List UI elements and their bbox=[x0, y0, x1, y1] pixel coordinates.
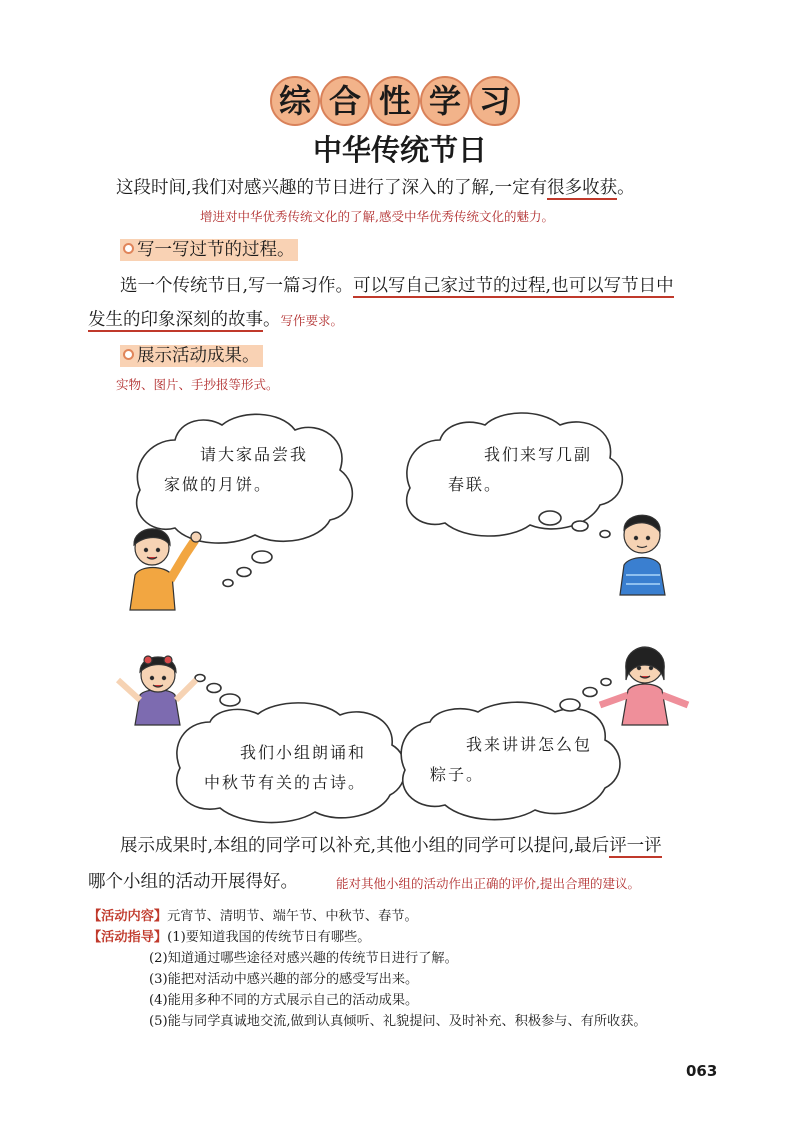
task-underlined: 可以写自己家过节的过程,也可以写节日中 bbox=[353, 276, 674, 296]
guide-item: (5)能与同学真诚地交流,做到认真倾听、礼貌提问、及时补充、积极参与、有所收获。 bbox=[149, 1014, 647, 1029]
bubble-text-couplets bbox=[448, 440, 593, 500]
section1-suffix: 。 bbox=[277, 240, 295, 260]
activity-content-tag: 【活动内容】 bbox=[88, 909, 168, 924]
activity-content-text: 元宵节、清明节、端午节、中秋节、春节。 bbox=[167, 909, 418, 924]
bubble-text-poems bbox=[204, 738, 367, 798]
section2-prefix: 展示 bbox=[137, 346, 172, 366]
boy-pointing-figure bbox=[130, 529, 201, 610]
girl-pink-dress-figure bbox=[600, 647, 688, 725]
section2-suffix: 。 bbox=[242, 346, 260, 366]
intro-text: 这段时间,我们对感兴趣的节日进行了深入的了解,一定有 bbox=[116, 178, 548, 198]
guide-item: (2)知道通过哪些途径对感兴趣的传统节日进行了解。 bbox=[149, 951, 458, 966]
closing-annotation: 能对其他小组的活动作出正确的评价,提出合理的建议。 bbox=[336, 876, 640, 891]
forms-annotation: 实物、图片、手抄报等形式。 bbox=[116, 377, 279, 392]
activity-guide bbox=[88, 906, 647, 1032]
bubble-line: 中秋节有关的古诗。 bbox=[204, 773, 367, 792]
bubble-text-mooncake bbox=[164, 440, 309, 500]
banner-char: 习 bbox=[470, 76, 520, 126]
intro-end: 。 bbox=[617, 178, 635, 198]
intro-annotation: 增进对中华优秀传统文化的了解,感受中华优秀传统文化的魅力。 bbox=[200, 209, 554, 224]
bubble-text-zongzi bbox=[430, 730, 593, 790]
closing-underlined: 评一评 bbox=[609, 836, 662, 856]
guide-item: (4)能用多种不同的方式展示自己的活动成果。 bbox=[149, 993, 419, 1008]
girl-waving-figure bbox=[118, 656, 196, 725]
bubble-line: 我们来写几副 bbox=[484, 445, 593, 464]
activity-content-row bbox=[88, 906, 647, 927]
guide-item: (3)能把对活动中感兴趣的部分的感受写出来。 bbox=[149, 972, 419, 987]
bubble-line: 家做的月饼。 bbox=[164, 475, 273, 494]
page-title: 中华传统节日 bbox=[312, 133, 487, 167]
task-underlined-2: 发生的印象深刻的故事 bbox=[88, 310, 263, 330]
bubble-line: 请大家品尝我 bbox=[200, 445, 309, 464]
page-number: 063 bbox=[686, 1062, 718, 1080]
closing-line-2: 哪个小组的活动开展得好。 bbox=[88, 872, 298, 892]
activity-guide-row bbox=[88, 927, 647, 948]
task-annotation: 写作要求。 bbox=[280, 313, 344, 328]
banner-char: 学 bbox=[420, 76, 470, 126]
section1-highlight: 过节的过程 bbox=[189, 240, 277, 260]
banner-char: 综 bbox=[270, 76, 320, 126]
task-text: 选一个传统节日,写一篇习作。 bbox=[120, 276, 354, 296]
bubble-line: 我们小组朗诵和 bbox=[240, 743, 367, 762]
intro-underlined: 很多收获 bbox=[547, 178, 618, 198]
section1-prefix: 写一写 bbox=[137, 240, 190, 260]
bubble-line: 粽子。 bbox=[430, 765, 485, 784]
bubble-line: 我来讲讲怎么包 bbox=[466, 735, 593, 754]
boy-blue-sweater-figure bbox=[620, 515, 665, 595]
bubble-line: 春联。 bbox=[448, 475, 503, 494]
section2-highlight: 活动成果 bbox=[172, 346, 242, 366]
closing-text: 展示成果时,本组的同学可以补充,其他小组的同学可以提问,最后 bbox=[120, 836, 610, 856]
task-end: 。 bbox=[263, 310, 281, 330]
guide-item: (1)要知道我国的传统节日有哪些。 bbox=[167, 930, 371, 945]
activity-guide-tag: 【活动指导】 bbox=[88, 930, 168, 945]
banner-char: 性 bbox=[370, 76, 420, 126]
banner-char: 合 bbox=[320, 76, 370, 126]
closing-line-1 bbox=[120, 832, 662, 857]
